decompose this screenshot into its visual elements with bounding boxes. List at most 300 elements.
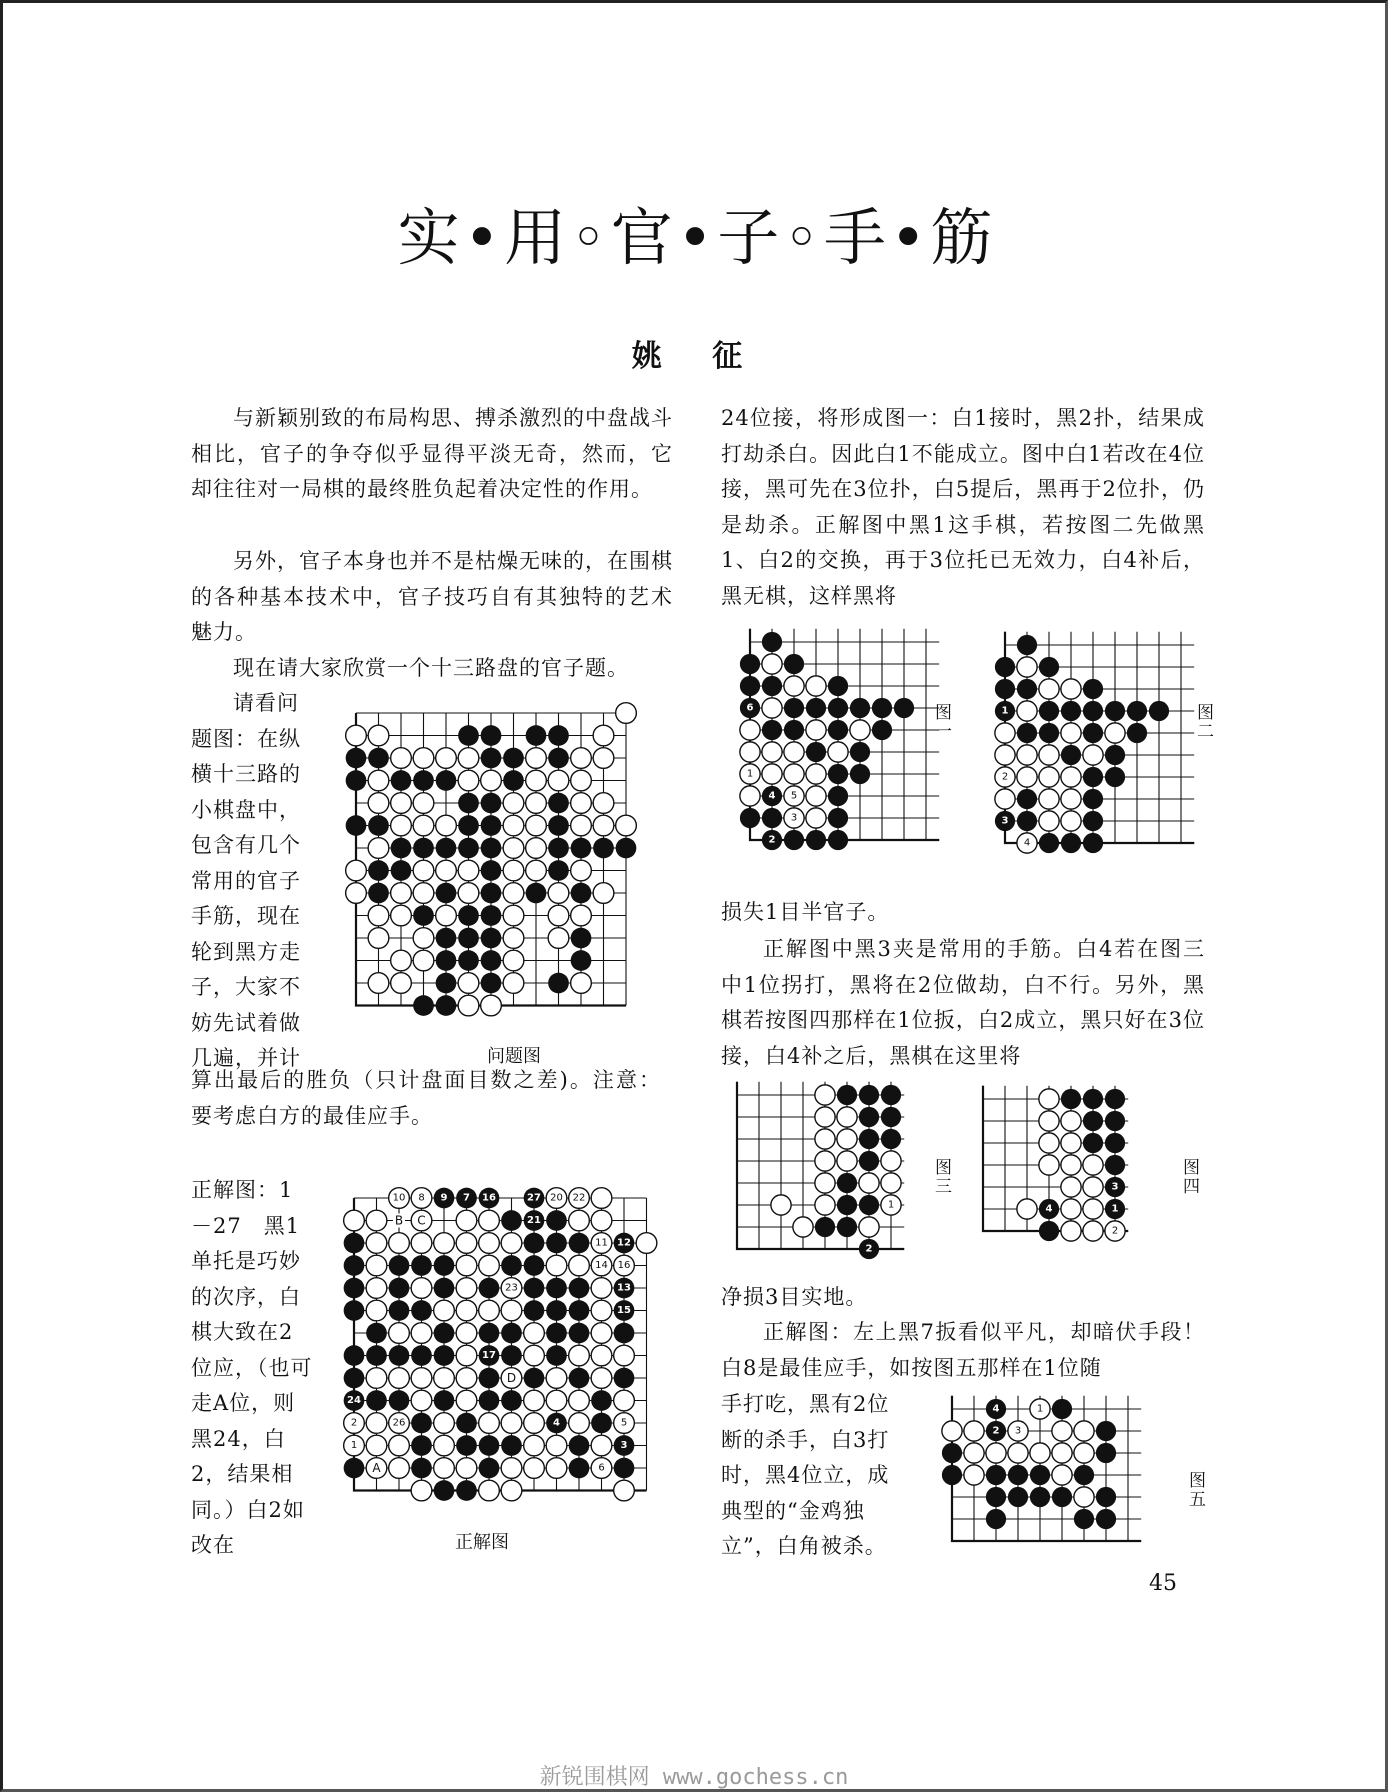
black-stone (1074, 1509, 1094, 1529)
white-stone (569, 1255, 590, 1276)
black-stone (481, 838, 502, 859)
black-stone (391, 838, 412, 859)
black-stone (591, 1390, 612, 1411)
black-stone (366, 1323, 387, 1344)
white-stone (546, 1390, 567, 1411)
black-stone (784, 720, 804, 740)
move-number: 1 (887, 1199, 895, 1211)
black-stone (1096, 1443, 1116, 1463)
problem-diagram (341, 698, 661, 1028)
white-stone (456, 1278, 477, 1299)
black-stone (458, 838, 479, 859)
black-stone (859, 1195, 879, 1215)
white-stone (456, 1390, 477, 1411)
black-stone (411, 1458, 432, 1479)
black-stone (1105, 1133, 1125, 1153)
black-stone (850, 742, 870, 762)
black-stone (859, 1085, 879, 1105)
white-stone (546, 1435, 567, 1456)
white-stone (436, 860, 457, 881)
black-stone (828, 698, 848, 718)
black-stone (436, 883, 457, 904)
white-stone (389, 1233, 410, 1254)
point-letter: B (394, 1213, 404, 1228)
white-stone (413, 928, 434, 949)
black-stone (481, 973, 502, 994)
black-stone (740, 808, 760, 828)
white-stone (614, 1390, 635, 1411)
black-stone (815, 1217, 835, 1237)
white-stone (346, 725, 367, 746)
black-stone (1017, 723, 1037, 743)
black-stone (479, 1278, 500, 1299)
black-stone (503, 770, 524, 791)
black-stone (546, 1210, 567, 1231)
black-stone (546, 1278, 567, 1299)
white-stone (784, 764, 804, 784)
figure-4-label: 图四 (1179, 1158, 1199, 1196)
move-number: 10 (392, 1192, 406, 1204)
black-stone (1017, 811, 1037, 831)
black-stone (368, 883, 389, 904)
figure-3-label: 图三 (931, 1158, 951, 1196)
black-stone (1083, 1111, 1103, 1131)
white-stone (479, 1413, 500, 1434)
white-stone (548, 770, 569, 791)
white-stone (546, 1458, 567, 1479)
white-stone (391, 950, 412, 971)
white-stone (368, 725, 389, 746)
white-stone (411, 1480, 432, 1501)
black-stone (1061, 701, 1081, 721)
white-stone (366, 1300, 387, 1321)
move-number: 4 (992, 1403, 1000, 1415)
white-stone (569, 1210, 590, 1231)
move-number: 2 (768, 834, 776, 846)
black-stone (1105, 1111, 1125, 1131)
white-stone (591, 1300, 612, 1321)
paragraph-solution-narrow: 正解图：1－27 黑1单托是巧妙的次序，白棋大致在2位应，（也可走A位，则黑24，白2，结果相同。）白2如改在 (191, 1178, 313, 1557)
paragraph-net-loss: 净损3目实地。 (721, 1285, 868, 1309)
white-stone (368, 793, 389, 814)
white-stone (837, 1151, 857, 1171)
black-stone (1083, 811, 1103, 831)
black-stone (1096, 1487, 1116, 1507)
black-stone (1105, 701, 1125, 721)
black-stone (434, 1323, 455, 1344)
black-stone (479, 1435, 500, 1456)
white-stone (1105, 723, 1125, 743)
black-stone (481, 815, 502, 836)
black-stone (828, 830, 848, 850)
white-stone (458, 883, 479, 904)
white-stone (986, 1443, 1006, 1463)
black-stone (828, 808, 848, 828)
move-number: 17 (482, 1350, 496, 1361)
white-stone (571, 905, 592, 926)
article-title: 实•用◦官•子◦手•筋 (397, 201, 997, 274)
white-stone (501, 1233, 522, 1254)
white-stone (815, 1151, 835, 1171)
black-stone (436, 950, 457, 971)
black-stone (762, 676, 782, 696)
move-number: 3 (1001, 815, 1009, 827)
black-stone (548, 838, 569, 859)
problem-diagram-caption: 问题图 (487, 1046, 541, 1067)
white-stone (503, 905, 524, 926)
black-stone (569, 1435, 590, 1456)
white-stone (593, 748, 614, 769)
white-stone (366, 1210, 387, 1231)
black-stone (784, 654, 804, 674)
white-stone (1017, 1199, 1037, 1219)
black-stone (571, 883, 592, 904)
white-stone (503, 950, 524, 971)
white-stone (479, 1300, 500, 1321)
black-stone (1039, 701, 1059, 721)
paragraph-art: 另外，官子本身也并不是枯燥无味的，在围棋的各种基本技术中，官子技巧自有其独特的艺术魅力。 (191, 549, 673, 644)
white-stone (1052, 1443, 1072, 1463)
paragraph-golden-rooster: 手打吃，黑有2位断的杀手，白3打时，黑4位立，成典型的“金鸡独立”，白角被杀。 (721, 1392, 890, 1558)
black-stone (1105, 745, 1125, 765)
figure-2-label: 图二 (1193, 703, 1213, 741)
black-stone (458, 905, 479, 926)
white-stone (501, 1480, 522, 1501)
black-stone (548, 793, 569, 814)
black-stone (344, 1300, 365, 1321)
black-stone (986, 1509, 1006, 1529)
white-stone (411, 1368, 432, 1389)
white-stone (1061, 679, 1081, 699)
black-stone (436, 995, 457, 1016)
black-stone (806, 698, 826, 718)
white-stone (366, 1233, 387, 1254)
white-stone (434, 1458, 455, 1479)
move-number: 2 (992, 1425, 1000, 1437)
black-stone (458, 928, 479, 949)
white-stone (503, 838, 524, 859)
white-stone (569, 1345, 590, 1366)
black-stone (546, 1233, 567, 1254)
white-stone (1061, 1199, 1081, 1219)
white-stone (524, 1390, 545, 1411)
black-stone (616, 838, 637, 859)
black-stone (859, 1129, 879, 1149)
black-stone (1083, 767, 1103, 787)
white-stone (740, 786, 760, 806)
black-stone (391, 770, 412, 791)
black-stone (740, 654, 760, 674)
white-stone (548, 905, 569, 926)
paragraph-loss: 损失1目半官子。 (721, 900, 890, 924)
intro-paragraph: 与新颖别致的布局构思、搏杀激烈的中盘战斗相比，官子的争夺似乎显得平淡无奇，然而，它却往往对一局棋的最终胜负起着决定性的作用。 (191, 406, 673, 501)
white-stone (391, 748, 412, 769)
white-stone (740, 742, 760, 762)
black-stone (481, 748, 502, 769)
white-stone (434, 1435, 455, 1456)
move-number: 2 (865, 1243, 873, 1255)
move-number: 1 (1036, 1403, 1044, 1415)
black-stone (526, 725, 547, 746)
white-stone (593, 725, 614, 746)
black-stone (1030, 1487, 1050, 1507)
black-stone (434, 1480, 455, 1501)
black-stone (546, 1345, 567, 1366)
black-stone (524, 1368, 545, 1389)
black-stone (1149, 701, 1169, 721)
white-stone (1083, 1155, 1103, 1175)
white-stone (569, 1390, 590, 1411)
white-stone (436, 905, 457, 926)
black-stone (859, 1107, 879, 1127)
page-number: 45 (1149, 1571, 1177, 1596)
black-stone (1030, 1465, 1050, 1485)
white-stone (995, 745, 1015, 765)
black-stone (1061, 1089, 1081, 1109)
white-stone (806, 764, 826, 784)
black-stone (569, 1368, 590, 1389)
black-stone (548, 725, 569, 746)
black-stone (591, 1413, 612, 1434)
white-stone (591, 1345, 612, 1366)
white-stone (526, 748, 547, 769)
black-stone (614, 1458, 635, 1479)
black-stone (1061, 833, 1081, 853)
black-stone (1074, 1465, 1094, 1485)
white-stone (571, 860, 592, 881)
black-stone (942, 1443, 962, 1463)
white-stone (458, 995, 479, 1016)
black-stone (1083, 1133, 1103, 1153)
move-number: 20 (550, 1192, 563, 1204)
move-number: 5 (790, 790, 798, 802)
paragraph-problem-wide: 算出最后的胜负（只计盘面目数之差)。注意：要考虑白方的最佳应手。 (191, 1068, 661, 1128)
white-stone (481, 995, 502, 1016)
white-stone (368, 770, 389, 791)
move-number: 11 (595, 1237, 608, 1249)
white-stone (1039, 1111, 1059, 1131)
black-stone (1008, 1465, 1028, 1485)
black-stone (344, 1368, 365, 1389)
black-stone (501, 1210, 522, 1231)
white-stone (456, 1345, 477, 1366)
white-stone (411, 1323, 432, 1344)
black-stone (569, 1458, 590, 1479)
black-stone (784, 698, 804, 718)
white-stone (526, 860, 547, 881)
black-stone (458, 950, 479, 971)
black-stone (762, 808, 782, 828)
white-stone (1061, 1155, 1081, 1175)
white-stone (815, 1085, 835, 1105)
black-stone (569, 1233, 590, 1254)
white-stone (389, 1323, 410, 1344)
black-stone (1096, 1509, 1116, 1529)
black-stone (828, 764, 848, 784)
move-number: 1 (1001, 705, 1009, 717)
move-number: 16 (482, 1192, 496, 1204)
white-stone (591, 1188, 612, 1209)
black-stone (481, 905, 502, 926)
white-stone (503, 815, 524, 836)
white-stone (593, 815, 614, 836)
black-stone (828, 676, 848, 696)
white-stone (762, 698, 782, 718)
white-stone (806, 808, 826, 828)
white-stone (1039, 789, 1059, 809)
white-stone (1052, 1465, 1072, 1485)
white-stone (458, 973, 479, 994)
white-stone (368, 838, 389, 859)
black-stone (411, 1413, 432, 1434)
black-stone (850, 764, 870, 784)
black-stone (526, 883, 547, 904)
move-number: 2 (1001, 771, 1009, 783)
white-stone (1083, 1177, 1103, 1197)
black-stone (762, 632, 782, 652)
white-stone (591, 1368, 612, 1389)
white-stone (436, 748, 457, 769)
white-stone (1061, 1221, 1081, 1241)
white-stone (942, 1421, 962, 1441)
white-stone (389, 1435, 410, 1456)
white-stone (366, 1368, 387, 1389)
white-stone (859, 1173, 879, 1193)
move-number: 1 (746, 768, 754, 780)
black-stone (806, 742, 826, 762)
black-stone (548, 815, 569, 836)
white-stone (524, 1413, 545, 1434)
white-stone (391, 793, 412, 814)
watermark-footer: 新锐围棋网 www.gochess.cn (539, 1765, 849, 1790)
move-number: 26 (392, 1417, 406, 1429)
white-stone (1061, 1133, 1081, 1153)
black-stone (368, 748, 389, 769)
point-letter: C (417, 1213, 426, 1228)
black-stone (1061, 745, 1081, 765)
paragraph-problem-narrow: 请看问题图：在纵横十三路的小棋盘中，包含有几个常用的官子手筋，现在轮到黑方走子，大家不妨先试着做几遍，并计 (191, 691, 301, 1070)
black-stone (434, 1278, 455, 1299)
white-stone (434, 1368, 455, 1389)
white-stone (569, 1413, 590, 1434)
white-stone (503, 793, 524, 814)
white-stone (526, 815, 547, 836)
move-number: 12 (617, 1237, 631, 1249)
black-stone (1083, 1089, 1103, 1109)
figure-1-label: 图一 (931, 703, 951, 741)
white-stone (762, 764, 782, 784)
white-stone (815, 1195, 835, 1215)
black-stone (479, 1458, 500, 1479)
black-stone (548, 748, 569, 769)
black-stone (614, 1368, 635, 1389)
move-number: 24 (347, 1395, 361, 1406)
black-stone (1083, 701, 1103, 721)
black-stone (434, 1390, 455, 1411)
black-stone (571, 928, 592, 949)
white-stone (456, 1323, 477, 1344)
black-stone (614, 1323, 635, 1344)
black-stone (456, 1413, 477, 1434)
white-stone (593, 793, 614, 814)
black-stone (995, 657, 1015, 677)
white-stone (411, 1233, 432, 1254)
white-stone (1039, 767, 1059, 787)
black-stone (411, 1300, 432, 1321)
black-stone (389, 1300, 410, 1321)
move-number: 3 (620, 1440, 628, 1451)
black-stone (1105, 1155, 1125, 1175)
white-stone (411, 1278, 432, 1299)
black-stone (1127, 701, 1147, 721)
white-stone (636, 1233, 657, 1254)
black-stone (389, 1255, 410, 1276)
white-stone (346, 860, 367, 881)
white-stone (591, 1323, 612, 1344)
white-stone (1061, 789, 1081, 809)
move-number: 8 (418, 1192, 425, 1204)
white-stone (366, 1413, 387, 1434)
white-stone (806, 720, 826, 740)
black-stone (942, 1465, 962, 1485)
black-stone (456, 1435, 477, 1456)
black-stone (1052, 1399, 1072, 1419)
white-stone (548, 883, 569, 904)
black-stone (456, 1480, 477, 1501)
white-stone (828, 742, 848, 762)
black-stone (1039, 723, 1059, 743)
black-stone (413, 770, 434, 791)
black-stone (837, 1217, 857, 1237)
white-stone (368, 928, 389, 949)
move-number: 16 (617, 1260, 631, 1271)
black-stone (391, 860, 412, 881)
white-stone (762, 654, 782, 674)
white-stone (859, 1217, 879, 1237)
move-number: 3 (1111, 1181, 1119, 1193)
white-stone (784, 676, 804, 696)
black-stone (837, 1173, 857, 1193)
figure-2-diagram (991, 631, 1181, 883)
white-stone (806, 786, 826, 806)
white-stone (793, 1217, 813, 1237)
white-stone (1052, 1421, 1072, 1441)
black-stone (436, 770, 457, 791)
white-stone (1061, 767, 1081, 787)
paragraph-invite: 现在请大家欣赏一个十三路盘的官子题。 (233, 656, 629, 680)
black-stone (1039, 1221, 1059, 1241)
white-stone (1008, 1443, 1028, 1463)
white-stone (815, 1173, 835, 1193)
white-stone (571, 815, 592, 836)
black-stone (837, 1085, 857, 1105)
black-stone (995, 679, 1015, 699)
white-stone (548, 928, 569, 949)
white-stone (456, 1300, 477, 1321)
black-stone (411, 1435, 432, 1456)
black-stone (828, 720, 848, 740)
black-stone (366, 1345, 387, 1366)
white-stone (762, 742, 782, 762)
black-stone (548, 860, 569, 881)
white-stone (546, 1368, 567, 1389)
white-stone (1017, 745, 1037, 765)
black-stone (828, 786, 848, 806)
black-stone (344, 1345, 365, 1366)
black-stone (434, 1255, 455, 1276)
white-stone (591, 1435, 612, 1456)
black-stone (481, 725, 502, 746)
